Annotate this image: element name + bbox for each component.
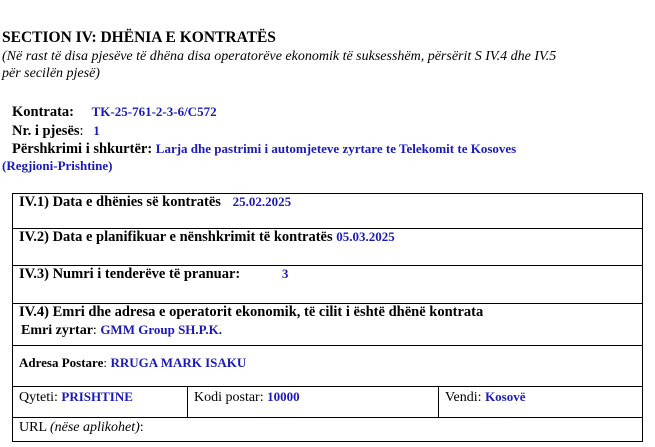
url-note: (nëse aplikohet) — [49, 420, 140, 435]
section-note — [2, 48, 647, 82]
iv2-label: IV.2) Data e planifikuar e nënshkrimit të kontratës — [19, 229, 333, 245]
iv4-row — [13, 304, 643, 346]
iv2-cell — [13, 229, 643, 266]
section-note-line1: (Në rast të disa pjesëve të dhëna disa operatorëve ekonomik të suksesshëm, përsërit S IV.4 dhe IV.5 — [2, 49, 557, 64]
address-row — [13, 346, 643, 387]
city-label: Qyteti: — [19, 390, 58, 405]
iv1-label: IV.1) Data e dhënies së kontratës — [19, 194, 221, 210]
iv3-value: 3 — [281, 266, 289, 281]
part-label: Nr. i pjesës — [12, 123, 80, 139]
url-label: URL — [19, 420, 47, 435]
summary-value-line1: Larja dhe pastrimi i automjeteve zyrtare te Telekomit te Kosoves — [155, 141, 517, 156]
part-value: 1 — [93, 123, 100, 138]
postal-label: Kodi postar: — [194, 390, 264, 405]
iv1-value: 25.02.2025 — [232, 194, 292, 209]
address-colon: : — [103, 355, 107, 370]
postal-value: 10000 — [267, 389, 300, 404]
city-value: PRISHTINE — [61, 389, 133, 404]
contract-value: TK-25-761-2-3-6/C572 — [91, 104, 217, 119]
address-label: Adresa Postare — [19, 355, 104, 370]
address-cell — [13, 346, 643, 387]
url-colon: : — [139, 420, 144, 435]
url-row — [13, 418, 643, 442]
official-name-label: Emri zyrtar — [21, 323, 93, 338]
iv2-row — [13, 229, 643, 266]
country-label: Vendi: — [445, 390, 482, 405]
url-cell — [13, 418, 643, 442]
iv3-label: IV.3) Numri i tenderëve të pranuar: — [19, 266, 241, 282]
city-row — [13, 387, 643, 418]
official-name-colon: : — [92, 323, 97, 338]
section-title: SECTION IV: DHËNIA E KONTRATËS — [2, 29, 276, 46]
iv2-value: 05.03.2025 — [336, 229, 395, 244]
city-cell — [13, 387, 188, 418]
contract-label: Kontrata: — [12, 104, 75, 120]
iv1-row — [13, 194, 643, 229]
iv1-cell — [13, 194, 643, 229]
summary-label: Përshkrimi i shkurtër: — [12, 141, 153, 157]
address-value: RRUGA MARK ISAKU — [110, 355, 247, 370]
iv4-label: IV.4) Emri dhe adresa e operatorit ekonomik, të cilit i është dhënë kontrata — [19, 304, 484, 320]
award-table — [12, 193, 643, 442]
country-cell — [439, 387, 643, 418]
summary-row — [12, 141, 516, 158]
iv3-cell — [13, 266, 643, 304]
official-name-value: GMM Group SH.P.K. — [100, 322, 223, 337]
postal-cell — [188, 387, 439, 418]
iv4-cell — [13, 304, 643, 346]
country-value: Kosovë — [485, 389, 526, 404]
part-row — [12, 123, 100, 140]
summary-value-line2: (Regjioni-Prishtine) — [2, 158, 113, 173]
official-name-row — [19, 321, 636, 339]
section-note-line2: për secilën pjesë) — [2, 66, 100, 81]
part-colon: : — [79, 123, 84, 139]
iv3-row — [13, 266, 643, 304]
contract-row — [12, 104, 217, 121]
